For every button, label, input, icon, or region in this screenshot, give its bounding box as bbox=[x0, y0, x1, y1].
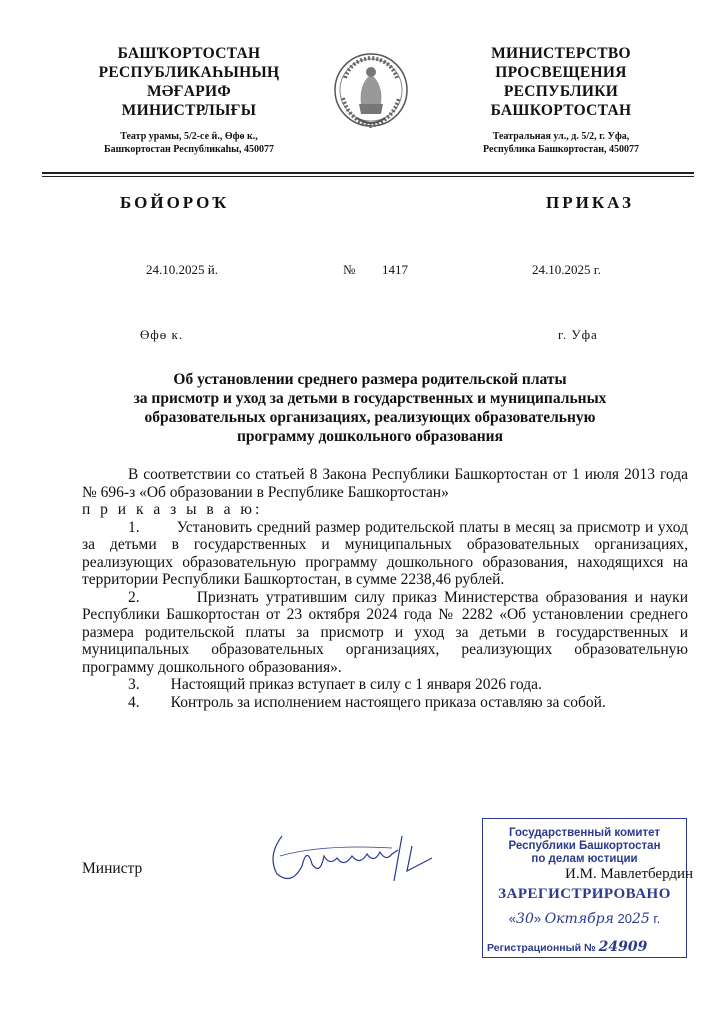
document-body bbox=[82, 466, 688, 711]
order-date-left: 24.10.2025 й. bbox=[146, 262, 218, 277]
coat-of-arms-emblem bbox=[331, 48, 411, 140]
registration-stamp bbox=[482, 818, 687, 958]
stamp-org-line: по делам юстиции bbox=[531, 853, 638, 865]
coat-of-arms-icon bbox=[331, 48, 411, 140]
stamp-org-line: Республики Башкортостан bbox=[508, 840, 661, 852]
city-right: г. Уфа bbox=[558, 327, 598, 342]
title-line: Об установлении среднего размера родительской платы bbox=[173, 371, 567, 388]
header-right-line: БАШКОРТОСТАН bbox=[490, 102, 632, 119]
title-line: программу дошкольного образования bbox=[237, 428, 503, 445]
city-left: Өфө к. bbox=[140, 327, 184, 342]
stamp-org bbox=[483, 827, 686, 866]
stamp-reg-number bbox=[487, 939, 686, 955]
header-right-line: РЕСПУБЛИКИ bbox=[503, 83, 619, 100]
stamp-date-year-prefix: 20 bbox=[617, 911, 632, 926]
header-right-address bbox=[436, 130, 686, 156]
item-text: Установить средний размер родительской платы в месяц за присмотр и уход за детьми в государственных и муниципальных образовательных организациях, реализующих образовательную программу дошкольного образования, находящихся на территории Республики Башкортостан, в сумме 2238,46 рублей. bbox=[82, 518, 688, 588]
stamp-reg-value: 24909 bbox=[598, 939, 648, 955]
item-number: 4. bbox=[128, 693, 140, 711]
address-line: Театральная ул., д. 5/2, г. Уфа, bbox=[492, 131, 630, 142]
body-item-2 bbox=[82, 589, 688, 677]
title-line: за присмотр и уход за детьми в государственных и муниципальных bbox=[133, 390, 607, 407]
address-line: Башҡортостан Республикаһы, 450077 bbox=[103, 144, 274, 155]
document-title bbox=[90, 370, 650, 446]
header-divider-thin bbox=[42, 176, 694, 177]
signature-scribble-icon bbox=[262, 826, 442, 886]
header-left-line: МИНИСТРЛЫҒЫ bbox=[121, 102, 257, 119]
stamp-date-year-label: г. bbox=[653, 911, 661, 926]
item-text: Контроль за исполнением настоящего приказа оставляю за собой. bbox=[170, 693, 606, 711]
item-text: Настоящий приказ вступает в силу с 1 января 2026 года. bbox=[170, 676, 542, 693]
order-word-bashkir: БОЙОРОҠ bbox=[120, 193, 230, 212]
stamp-status: ЗАРЕГИСТРИРОВАНО bbox=[498, 886, 671, 902]
body-prikaz: п р и к а з ы в а ю: bbox=[82, 501, 263, 518]
address-line: Республика Башкортостан, 450077 bbox=[483, 144, 639, 155]
body-item-3 bbox=[82, 676, 688, 694]
stamp-date-month: Октября bbox=[544, 911, 614, 927]
body-intro: В соответствии со статьей 8 Закона Республики Башкортостан от 1 июля 2013 года № 696-з «Об образовании в Республике Башкортостан» bbox=[82, 466, 688, 501]
order-number: 1417 bbox=[382, 262, 408, 277]
item-text: Признать утратившим силу приказ Министерства образования и науки Республики Башкортостан от 23 октября 2024 года № 2282 «Об установлении среднего размера родительской платы за присмотр и уход за детьми в государственных и муниципальных образовательных организациях, реализующих образовательную программу дошкольного образования». bbox=[82, 588, 688, 676]
body-item-4 bbox=[82, 694, 688, 712]
order-number-sign: № bbox=[343, 262, 356, 277]
handwritten-signature bbox=[262, 826, 442, 891]
signature-name: И.М. Мавлетбердин bbox=[565, 866, 694, 882]
header-left-line: МӘҒАРИФ bbox=[146, 83, 232, 100]
order-word-russian: ПРИКАЗ bbox=[546, 193, 634, 212]
header-right-ministry-russian bbox=[436, 44, 686, 120]
stamp-date-year-suffix: 25 bbox=[631, 911, 650, 927]
item-number: 3. bbox=[128, 676, 140, 693]
header-left-line: РЕСПУБЛИКАҺЫНЫҢ bbox=[98, 64, 280, 81]
header-divider bbox=[42, 172, 694, 174]
order-date-right: 24.10.2025 г. bbox=[532, 262, 601, 277]
stamp-reg-label: Регистрационный № bbox=[487, 942, 596, 954]
header-left-address bbox=[64, 130, 314, 156]
stamp-date-day: 30 bbox=[516, 911, 534, 927]
header-left-line: БАШҠОРТОСТАН bbox=[117, 45, 261, 62]
stamp-date: «30» Октября 2025 г. bbox=[508, 911, 661, 927]
body-item-1 bbox=[82, 519, 688, 589]
title-line: образовательных организациях, реализующих образовательную bbox=[144, 409, 596, 426]
address-line: Театр урамы, 5/2-се й., Өфө к., bbox=[120, 131, 258, 142]
header-right-line: МИНИСТЕРСТВО bbox=[491, 45, 631, 62]
item-number: 2. bbox=[128, 588, 140, 606]
stamp-org-line: Государственный комитет bbox=[509, 827, 660, 839]
header-right-line: ПРОСВЕЩЕНИЯ bbox=[495, 64, 627, 81]
item-number: 1. bbox=[128, 518, 140, 536]
signature-position: Министр bbox=[82, 860, 143, 877]
header-left-ministry-bashkir bbox=[64, 44, 314, 120]
